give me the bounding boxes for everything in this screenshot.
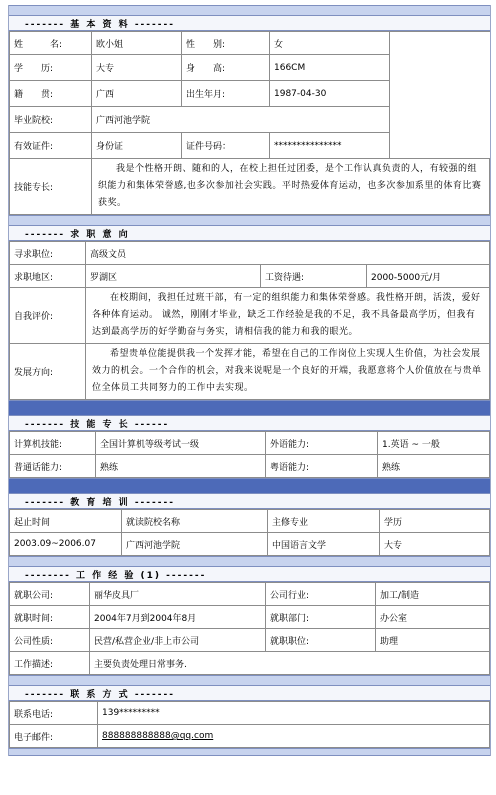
edu-school: 广西河池学院 [122,533,268,556]
company-value: 丽华皮具厂 [90,583,266,606]
work-desc-value: 主要负责处理日常事务. [90,652,490,675]
education-label: 学 历: [10,55,92,81]
section-header-skills: ------- 技 能 专 长 ------ [9,416,490,431]
section-header-work: -------- 工 作 经 验 (1) ------- [9,567,490,582]
mandarin-value: 熟练 [96,455,266,478]
gender-label: 性 别: [182,32,270,55]
edu-period: 2003.09~2006.07 [10,533,122,556]
industry-value: 加工/制造 [376,583,490,606]
height-value: 166CM [270,55,390,81]
gender-value: 女 [270,32,390,55]
skills-table [9,431,490,478]
work-table [9,582,490,675]
phone-value: 139********* [98,702,490,725]
section-header-contact: ------- 联 系 方 式 ------- [9,686,490,701]
edu-header-degree: 学历 [380,510,490,533]
department-label: 就职部门: [266,606,376,629]
work-time-label: 就职时间: [10,606,90,629]
cantonese-label: 粤语能力: [266,455,378,478]
edu-degree: 大专 [380,533,490,556]
foreign-language-value: 1.英语 ~ 一般 [378,432,490,455]
section-header-intent: ------- 求 职 意 向 [9,226,490,241]
skill-label: 技能专长: [10,159,92,215]
section-divider [9,556,490,567]
section-divider [9,5,490,16]
basic-info-table [9,31,490,215]
salary-value: 2000-5000元/月 [367,265,490,288]
email-link[interactable]: 888888888888@qq.com [102,731,214,741]
section-divider [9,748,490,756]
cantonese-value: 熟练 [378,455,490,478]
school-label: 毕业院校: [10,107,92,133]
foreign-language-label: 外语能力: [266,432,378,455]
work-time-value: 2004年7月到2004年8月 [90,606,266,629]
edu-header-period: 起止时间 [10,510,122,533]
contact-table [9,701,490,748]
position-label: 寻求职位: [10,242,86,265]
section-header-basic: ------- 基 本 资 料 ------- [9,16,490,31]
photo-area [390,32,490,159]
section-divider [9,478,490,494]
job-title-value: 助理 [376,629,490,652]
resume-page [8,5,491,756]
id-number-value: *************** [270,133,390,159]
position-value: 高级文员 [86,242,490,265]
company-label: 就职公司: [10,583,90,606]
section-divider [9,400,490,416]
height-label: 身 高: [182,55,270,81]
job-intent-table [9,241,490,400]
edu-major: 中国语言文学 [268,533,380,556]
company-nature-value: 民营/私营企业/非上市公司 [90,629,266,652]
mandarin-label: 普通话能力: [10,455,96,478]
id-number-label: 证件号码： [182,133,270,159]
birth-label: 出生年月: [182,81,270,107]
area-value: 罗湖区 [86,265,261,288]
name-label: 姓 名: [10,32,92,55]
origin-label: 籍 贯: [10,81,92,107]
job-title-label: 就职职位: [266,629,376,652]
work-desc-label: 工作描述: [10,652,90,675]
section-header-education: ------- 教 育 培 训 ------- [9,494,490,509]
skill-text: 我是个性格开朗、随和的人，在校上担任过团委，是个工作认真负责的人，有较强的组织能力和集体荣誉感,也多次参加社会实践。平时热爱体育运动，也多次参加系里的体育比赛获奖。 [92,159,490,215]
computer-skill-value: 全国计算机等级考试一级 [96,432,266,455]
education-table [9,509,490,556]
birth-value: 1987-04-30 [270,81,390,107]
company-nature-label: 公司性质: [10,629,90,652]
id-label: 有效证件: [10,133,92,159]
area-label: 求职地区: [10,265,86,288]
edu-header-major: 主修专业 [268,510,380,533]
email-cell[interactable] [98,725,490,748]
section-divider [9,675,490,686]
salary-label: 工资待遇: [261,265,367,288]
origin-value: 广西 [92,81,182,107]
self-eval-label: 自我评价: [10,288,86,344]
development-label: 发展方向: [10,344,86,400]
email-label: 电子邮件: [10,725,98,748]
school-value: 广西河池学院 [92,107,390,133]
self-eval-text: 在校期间，我担任过班干部，有一定的组织能力和集体荣誉感。我性格开朗，活泼，爱好各种体育运动。 诚然，刚刚才毕业，缺乏工作经验是我的不足，我不具备最高学历，但我有达到最高学历的好学勤奋与务实，请相信我的能力和我的眼光。 [86,288,490,344]
development-text: 希望贵单位能提供我一个发挥才能，希望在自己的工作岗位上实现人生价值，为社会发展效力的机会。一个合作的机会，对我来说呢是一个良好的开端，我愿意将个人价值放在与贵单位全体员工共同努力的工作中去实现。 [86,344,490,400]
id-type-value: 身份证 [92,133,182,159]
education-value: 大专 [92,55,182,81]
department-value: 办公室 [376,606,490,629]
edu-header-school: 就读院校名称 [122,510,268,533]
name-value: 欧小姐 [92,32,182,55]
computer-skill-label: 计算机技能: [10,432,96,455]
section-divider [9,215,490,226]
phone-label: 联系电话: [10,702,98,725]
industry-label: 公司行业: [266,583,376,606]
